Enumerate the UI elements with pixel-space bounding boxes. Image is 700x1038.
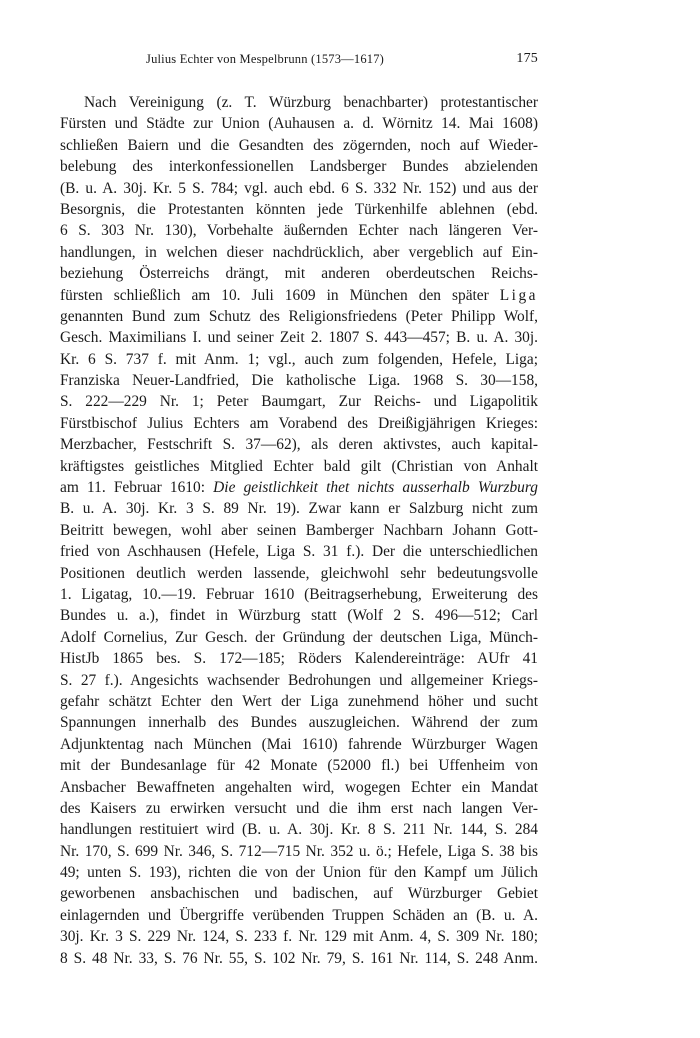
text-line: schließen Baiern und die Gesandten des zögernden, noch auf Wieder- [60,136,538,154]
text-line: Spannungen innerhalb des Bundes auszugleichen. Während der zum [60,714,538,732]
text-line [60,285,538,306]
text-line: Positionen deutlich werden lassende, gleichwohl sehr bedeutungsvolle [60,564,538,582]
text-line: Merzbacher, Festschrift S. 37—62), als deren aktivstes, auch kapital- [60,436,538,454]
text-line: gefahr schätzt Echter den Wert der Liga zunehmend höher und sucht [60,692,538,710]
text-line: S. 27 f.). Angesichts wachsender Bedrohungen und allgemeiner Kriegs- [60,671,538,689]
text-line: Ansbacher Bewaffneten angehalten wird, wogegen Echter ein Mandat [60,778,538,796]
spaced-term-liga: Liga [499,286,538,304]
text-line: Gesch. Maximilians I. und seiner Zeit 2. 1807 S. 443—457; B. u. A. 30j. [60,329,538,347]
text-line: Fürsten und Städte zur Union (Auhausen a. d. Wörnitz 14. Mai 1608) [60,115,538,133]
italic-quotation: Die geistlichkeit thet nichts ausserhalb Wurzburg [213,479,538,497]
text-line: des Kaisers zu erwirken versucht und die ihm erst nach langen Ver- [60,799,538,817]
body-paragraph [60,92,538,969]
text-line: kräftigstes geistliches Mitglied Echter bald gilt (Christian von Anhalt [60,457,538,475]
text-line: Franziska Neuer-Landfried, Die katholische Liga. 1968 S. 30—158, [60,372,538,390]
text-line: Nr. 170, S. 699 Nr. 346, S. 712—715 Nr. 352 u. ö.; Hefele, Liga S. 38 bis [60,842,538,860]
text-line: Adjunktentag nach München (Mai 1610) fahrende Würzburger Wagen [60,735,538,753]
text-line: (B. u. A. 30j. Kr. 5 S. 784; vgl. auch ebd. 6 S. 332 Nr. 152) und aus der [60,179,538,197]
text-line: 30j. Kr. 3 S. 229 Nr. 124, S. 233 f. Nr. 129 mit Anm. 4, S. 309 Nr. 180; [60,928,538,946]
text-line: fried von Aschhausen (Hefele, Liga S. 31 f.). Der die unterschiedlichen [60,543,538,561]
text-line: 6 S. 303 Nr. 130), Vorbehalte äußernden Echter nach längeren Ver- [60,222,538,240]
text-line: Beitritt bewegen, wohl aber seinen Bamberger Nachbarn Johann Gott- [60,521,538,539]
text-line: Nach Vereinigung (z. T. Würzburg benachbarter) protestantischer [84,94,538,111]
text-line: Besorgnis, die Protestanten könnten jede Türkenhilfe ablehnen (ebd. [60,200,538,218]
text-line: Fürstbischof Julius Echters am Vorabend des Dreißigjährigen Krieges: [60,414,538,432]
text-line: 8 S. 48 Nr. 33, S. 76 Nr. 55, S. 102 Nr. 79, S. 161 Nr. 114, S. 248 Anm. [60,949,538,967]
text-line: belebung des interkonfessionellen Landsberger Bundes abzielenden [60,158,538,176]
text-line: Adolf Cornelius, Zur Gesch. der Gründung der deutschen Liga, Münch- [60,628,538,646]
text-segment: am 11. Februar 1610: [60,479,214,497]
text-line: HistJb 1865 bes. S. 172—185; Röders Kalendereinträge: AUfr 41 [60,650,538,668]
text-line: 1. Ligatag, 10.—19. Februar 1610 (Beitragserhebung, Erweiterung des [60,585,538,603]
page-number: 175 [516,51,538,66]
text-line: beziehung Österreichs drängt, mit anderen oberdeutschen Reichs- [60,265,538,283]
text-line: geworbenen ansbachischen und badischen, auf Würzburger Gebiet [60,885,538,903]
text-line: S. 222—229 Nr. 1; Peter Baumgart, Zur Reichs- und Ligapolitik [60,393,538,411]
text-line: handlungen restituiert wird (B. u. A. 30j. Kr. 8 S. 211 Nr. 144, S. 284 [60,821,538,839]
text-line: genannten Bund zum Schutz des Religionsfriedens (Peter Philipp Wolf, [60,307,538,325]
page-header [60,52,538,70]
text-line: mit der Bundesanlage für 42 Monate (52000 fl.) bei Uffenheim von [60,757,538,775]
text-line: einlagernden und Übergriffe verübenden Truppen Schäden an (B. u. A. [60,906,538,924]
text-line: B. u. A. 30j. Kr. 3 S. 89 Nr. 19). Zwar kann er Salzburg nicht zum [60,500,538,518]
running-title: Julius Echter von Mespelbrunn (1573—1617) [146,52,385,66]
text-line: Kr. 6 S. 737 f. mit Anm. 1; vgl., auch zum folgenden, Hefele, Liga; [60,350,538,368]
text-line: handlungen, in welchen dieser nachdrücklich, aber vergeblich auf Ein- [60,243,538,261]
text-segment: fürsten schließlich am 10. Juli 1609 in München den später [60,286,500,304]
text-line [60,477,538,498]
text-line: 49; unten S. 193), richten die von der Union für den Kampf um Jülich [60,864,538,882]
text-line: Bundes u. a.), findet in Würzburg statt (Wolf 2 S. 496—512; Carl [60,607,538,625]
